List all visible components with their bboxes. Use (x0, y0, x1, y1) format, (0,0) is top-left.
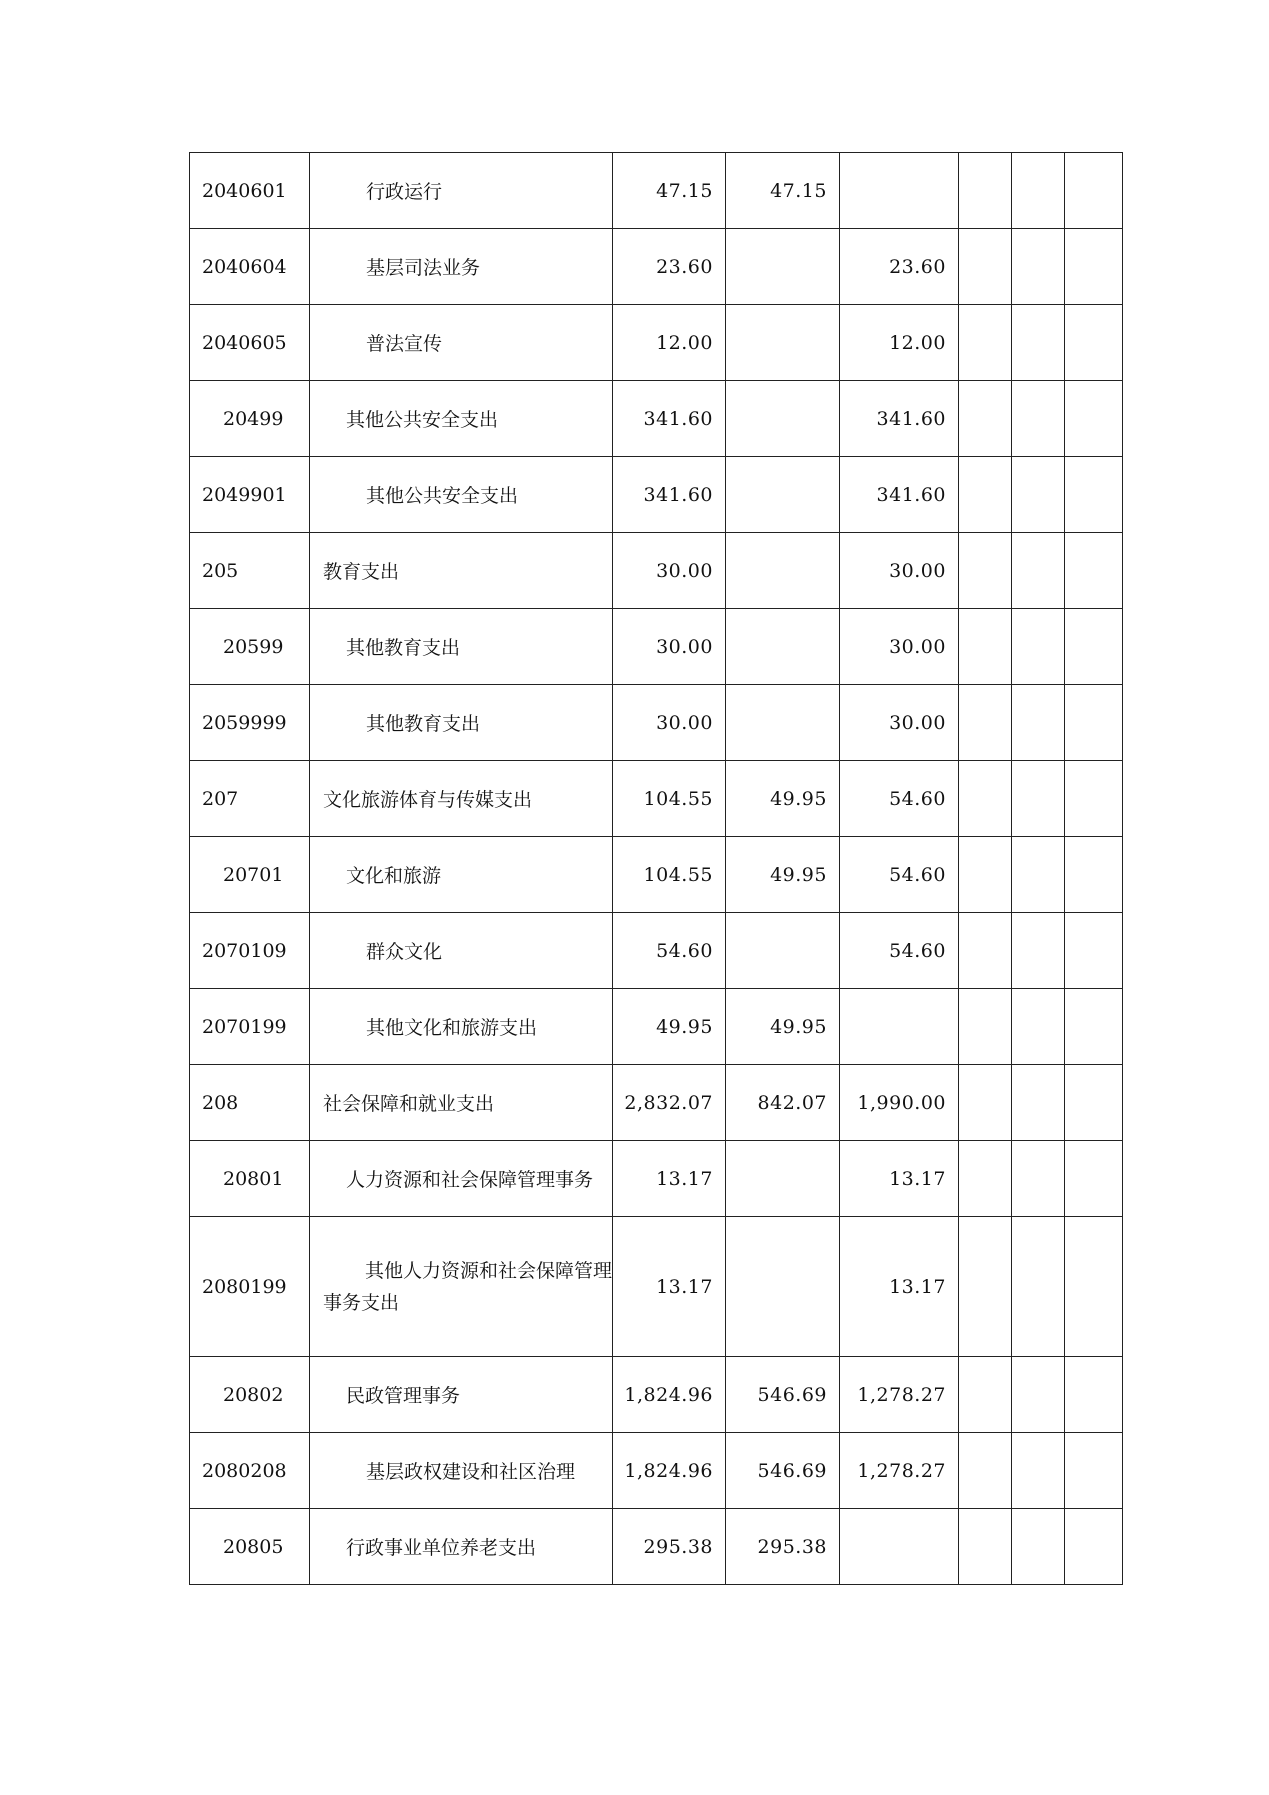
empty-cell (959, 609, 1012, 685)
table-row (190, 533, 1123, 609)
empty-cell (1065, 685, 1123, 761)
subject-name-cell: 行政事业单位养老支出 (310, 1509, 613, 1585)
empty-cell (959, 989, 1012, 1065)
empty-cell (959, 837, 1012, 913)
subject-code-cell: 20805 (190, 1509, 310, 1585)
project-amount-cell: 1,990.00 (840, 1065, 959, 1141)
total-amount-cell: 13.17 (613, 1141, 726, 1217)
total-amount-cell: 47.15 (613, 153, 726, 229)
basic-amount-cell (726, 1217, 840, 1357)
project-amount-cell (840, 989, 959, 1065)
empty-cell (1012, 381, 1065, 457)
table-row (190, 913, 1123, 989)
table-row (190, 381, 1123, 457)
empty-cell (1065, 761, 1123, 837)
empty-cell (1012, 457, 1065, 533)
basic-amount-cell (726, 457, 840, 533)
subject-code-cell: 2070199 (190, 989, 310, 1065)
project-amount-cell: 30.00 (840, 609, 959, 685)
project-amount-cell: 12.00 (840, 305, 959, 381)
subject-name-cell: 其他文化和旅游支出 (310, 989, 613, 1065)
total-amount-cell: 295.38 (613, 1509, 726, 1585)
project-amount-cell: 54.60 (840, 913, 959, 989)
table-row (190, 305, 1123, 381)
subject-name-cell: 其他公共安全支出 (310, 457, 613, 533)
total-amount-cell: 341.60 (613, 381, 726, 457)
subject-code-cell: 205 (190, 533, 310, 609)
basic-amount-cell (726, 1141, 840, 1217)
empty-cell (959, 229, 1012, 305)
total-amount-cell: 30.00 (613, 533, 726, 609)
empty-cell (959, 381, 1012, 457)
project-amount-cell: 54.60 (840, 837, 959, 913)
empty-cell (1012, 1357, 1065, 1433)
basic-amount-cell (726, 305, 840, 381)
basic-amount-cell: 49.95 (726, 989, 840, 1065)
empty-cell (1065, 837, 1123, 913)
subject-code-cell: 207 (190, 761, 310, 837)
project-amount-cell: 341.60 (840, 457, 959, 533)
table-row (190, 761, 1123, 837)
subject-name-text: 其他人力资源和社会保障管理事务支出 (323, 1259, 613, 1314)
budget-table-page (189, 152, 1122, 1585)
expenditure-table (189, 152, 1123, 1585)
subject-code-cell: 2070109 (190, 913, 310, 989)
subject-code-cell: 20599 (190, 609, 310, 685)
subject-code-cell: 2049901 (190, 457, 310, 533)
subject-name-cell: 其他教育支出 (310, 609, 613, 685)
project-amount-cell: 341.60 (840, 381, 959, 457)
project-amount-cell (840, 1509, 959, 1585)
empty-cell (1065, 913, 1123, 989)
empty-cell (1012, 913, 1065, 989)
basic-amount-cell: 295.38 (726, 1509, 840, 1585)
empty-cell (1065, 457, 1123, 533)
subject-code-cell: 2040601 (190, 153, 310, 229)
empty-cell (959, 153, 1012, 229)
empty-cell (1012, 153, 1065, 229)
empty-cell (1065, 609, 1123, 685)
subject-code-cell: 20802 (190, 1357, 310, 1433)
project-amount-cell: 30.00 (840, 685, 959, 761)
empty-cell (1012, 1065, 1065, 1141)
subject-code-cell: 20701 (190, 837, 310, 913)
basic-amount-cell (726, 381, 840, 457)
empty-cell (1012, 609, 1065, 685)
subject-code-cell: 208 (190, 1065, 310, 1141)
subject-name-cell: 教育支出 (310, 533, 613, 609)
empty-cell (1012, 837, 1065, 913)
empty-cell (1012, 1433, 1065, 1509)
subject-code-cell: 2080208 (190, 1433, 310, 1509)
project-amount-cell: 30.00 (840, 533, 959, 609)
empty-cell (1065, 1357, 1123, 1433)
empty-cell (1012, 229, 1065, 305)
project-amount-cell: 1,278.27 (840, 1433, 959, 1509)
empty-cell (1065, 533, 1123, 609)
subject-name-cell: 基层政权建设和社区治理 (310, 1433, 613, 1509)
total-amount-cell: 104.55 (613, 761, 726, 837)
basic-amount-cell: 49.95 (726, 761, 840, 837)
project-amount-cell: 23.60 (840, 229, 959, 305)
empty-cell (1012, 533, 1065, 609)
subject-name-cell: 文化旅游体育与传媒支出 (310, 761, 613, 837)
subject-name-cell: 普法宣传 (310, 305, 613, 381)
empty-cell (1012, 1141, 1065, 1217)
table-row (190, 837, 1123, 913)
empty-cell (959, 1509, 1012, 1585)
total-amount-cell: 12.00 (613, 305, 726, 381)
table-body (190, 153, 1123, 1585)
basic-amount-cell: 546.69 (726, 1357, 840, 1433)
subject-code-cell: 20499 (190, 381, 310, 457)
basic-amount-cell (726, 609, 840, 685)
subject-name-cell: 人力资源和社会保障管理事务 (310, 1141, 613, 1217)
empty-cell (1065, 229, 1123, 305)
empty-cell (1065, 305, 1123, 381)
table-row (190, 685, 1123, 761)
subject-name-cell: 民政管理事务 (310, 1357, 613, 1433)
total-amount-cell: 104.55 (613, 837, 726, 913)
total-amount-cell: 30.00 (613, 609, 726, 685)
subject-name-cell: 群众文化 (310, 913, 613, 989)
total-amount-cell: 1,824.96 (613, 1433, 726, 1509)
project-amount-cell: 1,278.27 (840, 1357, 959, 1433)
empty-cell (1065, 1217, 1123, 1357)
empty-cell (959, 1357, 1012, 1433)
empty-cell (1012, 989, 1065, 1065)
basic-amount-cell: 546.69 (726, 1433, 840, 1509)
total-amount-cell: 2,832.07 (613, 1065, 726, 1141)
total-amount-cell: 341.60 (613, 457, 726, 533)
empty-cell (1012, 685, 1065, 761)
table-row (190, 229, 1123, 305)
total-amount-cell: 54.60 (613, 913, 726, 989)
project-amount-cell: 13.17 (840, 1141, 959, 1217)
subject-name-cell: 基层司法业务 (310, 229, 613, 305)
empty-cell (1065, 1509, 1123, 1585)
empty-cell (1065, 989, 1123, 1065)
subject-name-cell: 文化和旅游 (310, 837, 613, 913)
project-amount-cell: 13.17 (840, 1217, 959, 1357)
basic-amount-cell: 47.15 (726, 153, 840, 229)
table-row (190, 1509, 1123, 1585)
table-row (190, 457, 1123, 533)
subject-name-cell: 社会保障和就业支出 (310, 1065, 613, 1141)
empty-cell (1065, 1065, 1123, 1141)
basic-amount-cell: 49.95 (726, 837, 840, 913)
table-row (190, 989, 1123, 1065)
subject-code-cell: 2080199 (190, 1217, 310, 1357)
project-amount-cell: 54.60 (840, 761, 959, 837)
empty-cell (959, 1433, 1012, 1509)
subject-name-cell: 行政运行 (310, 153, 613, 229)
empty-cell (959, 685, 1012, 761)
table-row (190, 153, 1123, 229)
empty-cell (1065, 1433, 1123, 1509)
table-row (190, 1065, 1123, 1141)
project-amount-cell (840, 153, 959, 229)
table-row (190, 1141, 1123, 1217)
empty-cell (1012, 1509, 1065, 1585)
empty-cell (1065, 381, 1123, 457)
subject-name-cell: 其他教育支出 (310, 685, 613, 761)
empty-cell (1012, 761, 1065, 837)
total-amount-cell: 49.95 (613, 989, 726, 1065)
empty-cell (959, 1065, 1012, 1141)
empty-cell (959, 533, 1012, 609)
table-row (190, 1217, 1123, 1357)
empty-cell (959, 913, 1012, 989)
subject-name-cell (310, 1217, 613, 1357)
subject-code-cell: 20801 (190, 1141, 310, 1217)
subject-name-cell: 其他公共安全支出 (310, 381, 613, 457)
total-amount-cell: 13.17 (613, 1217, 726, 1357)
empty-cell (1065, 1141, 1123, 1217)
basic-amount-cell: 842.07 (726, 1065, 840, 1141)
empty-cell (1012, 305, 1065, 381)
empty-cell (1065, 153, 1123, 229)
subject-code-cell: 2040605 (190, 305, 310, 381)
total-amount-cell: 23.60 (613, 229, 726, 305)
basic-amount-cell (726, 533, 840, 609)
subject-code-cell: 2059999 (190, 685, 310, 761)
table-row (190, 1433, 1123, 1509)
total-amount-cell: 1,824.96 (613, 1357, 726, 1433)
empty-cell (1012, 1217, 1065, 1357)
basic-amount-cell (726, 685, 840, 761)
empty-cell (959, 1141, 1012, 1217)
subject-code-cell: 2040604 (190, 229, 310, 305)
empty-cell (959, 305, 1012, 381)
total-amount-cell: 30.00 (613, 685, 726, 761)
table-row (190, 609, 1123, 685)
empty-cell (959, 457, 1012, 533)
empty-cell (959, 1217, 1012, 1357)
table-row (190, 1357, 1123, 1433)
basic-amount-cell (726, 229, 840, 305)
empty-cell (959, 761, 1012, 837)
basic-amount-cell (726, 913, 840, 989)
